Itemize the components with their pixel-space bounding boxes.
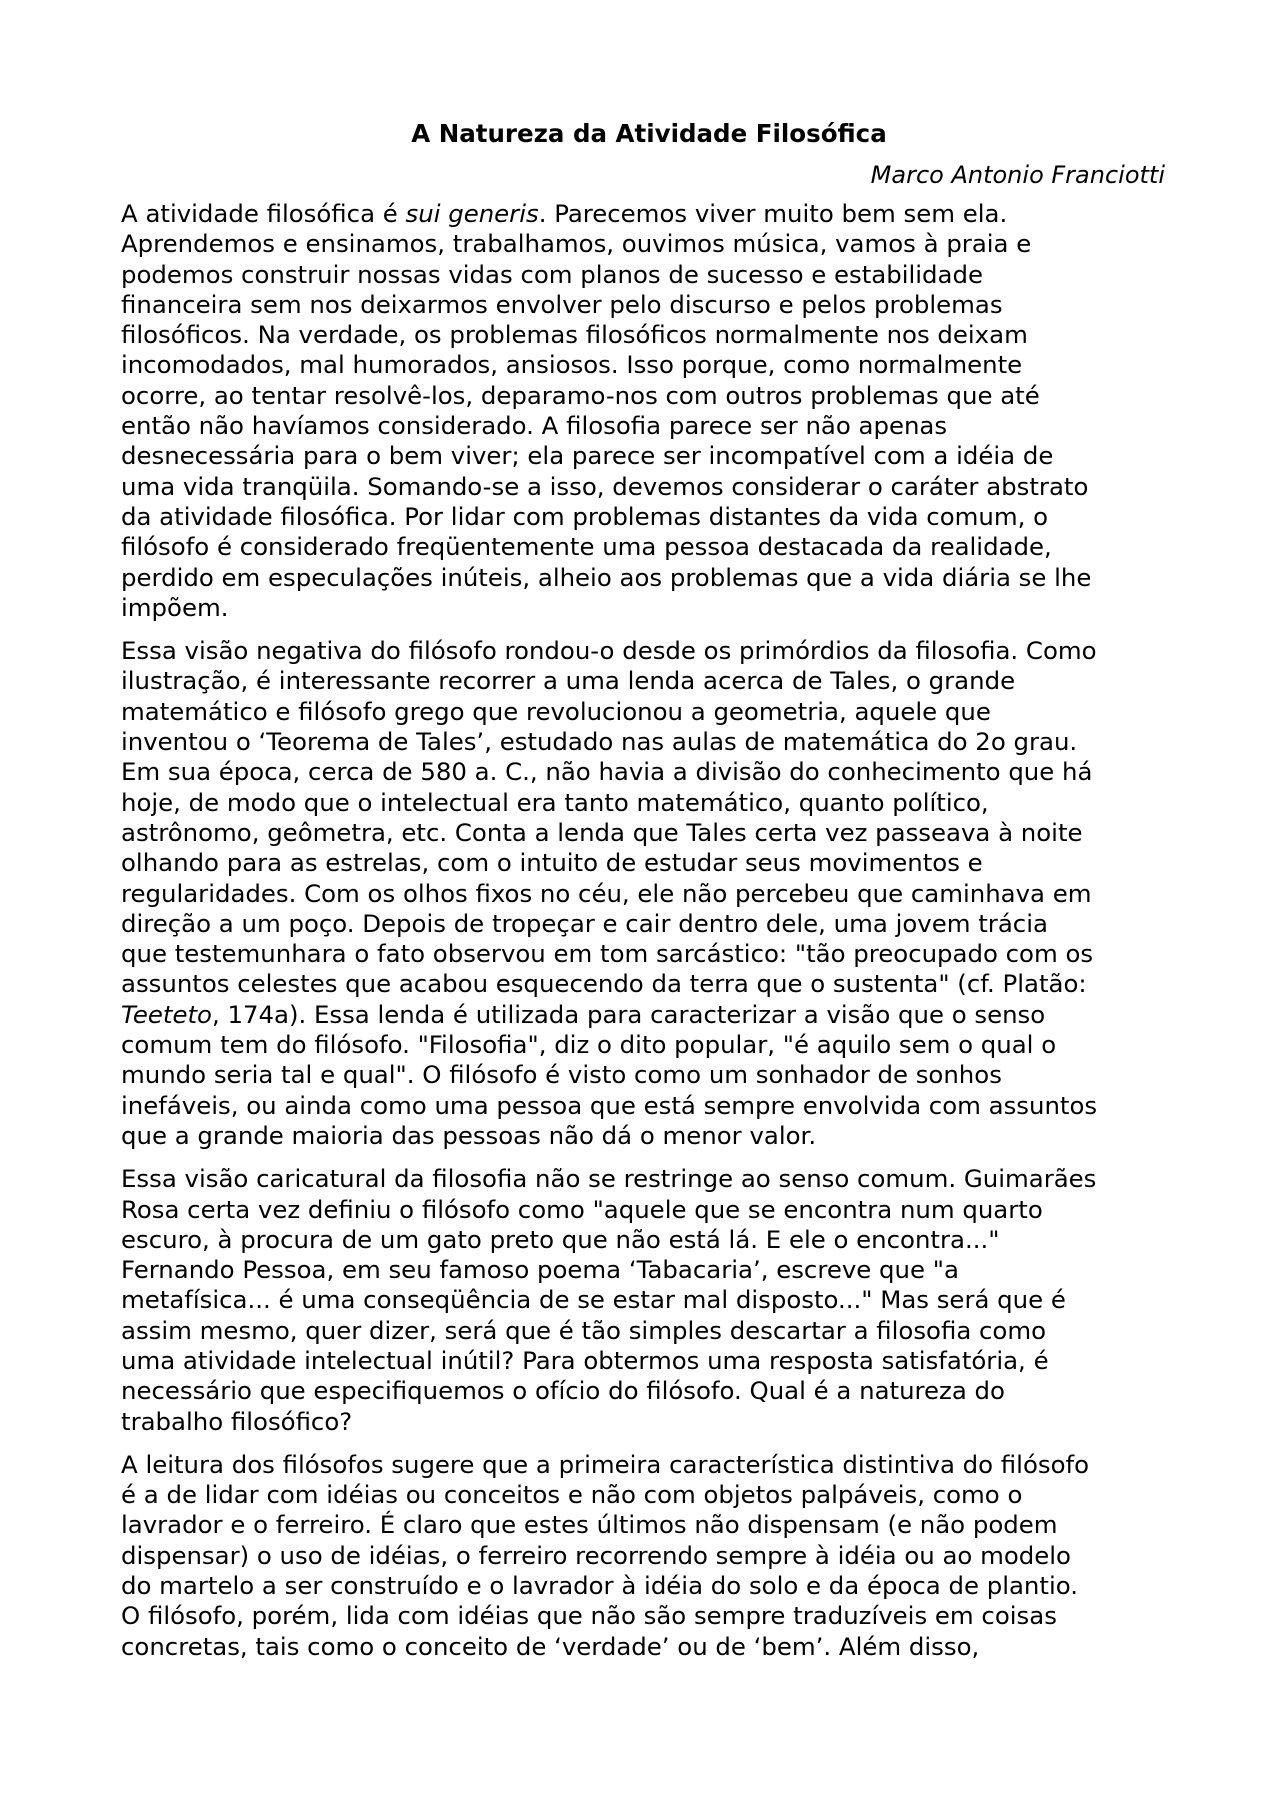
text-run: A leitura dos filósofos sugere que a primeira característica distintiva do filósofo — [121, 1449, 1090, 1479]
text-line — [121, 1121, 1165, 1151]
text-run: que a grande maioria das pessoas não dá o menor valor. — [121, 1120, 817, 1150]
text-line — [121, 472, 1165, 502]
text-line — [121, 1060, 1165, 1090]
text-run: então não havíamos considerado. A filosofia parece ser não apenas — [121, 411, 948, 441]
text-line — [121, 666, 1165, 696]
italic-text: Teeteto — [121, 999, 212, 1029]
text-line — [121, 1571, 1165, 1601]
text-run: que testemunhara o fato observou em tom sarcástico: "tão preocupado com os — [121, 939, 1094, 969]
text-line — [121, 1480, 1165, 1510]
text-line — [121, 1510, 1165, 1540]
text-line — [121, 1407, 1165, 1437]
text-line — [121, 757, 1165, 787]
text-run: perdido em especulações inúteis, alheio aos problemas que a vida diária se lhe — [121, 562, 1092, 592]
text-line — [121, 939, 1165, 969]
text-run: necessário que especifiquemos o ofício do filósofo. Qual é a natureza do — [121, 1376, 1005, 1406]
paragraph — [121, 199, 1165, 623]
text-run: matemático e filósofo grego que revolucionou a geometria, aquele que — [121, 696, 991, 726]
text-line — [121, 532, 1165, 562]
text-line — [121, 593, 1165, 623]
text-line — [121, 1225, 1165, 1255]
text-run: da atividade filosófica. Por lidar com problemas distantes da vida comum, o — [121, 501, 1049, 531]
text-run: inefáveis, ou ainda como uma pessoa que está sempre envolvida com assuntos — [121, 1090, 1098, 1120]
text-run: dispensar) o uso de idéias, o ferreiro recorrendo sempre à idéia ou ao modelo — [121, 1540, 1071, 1570]
text-line — [121, 381, 1165, 411]
text-run: Rosa certa vez definiu o filósofo como "aquele que se encontra num quarto — [121, 1194, 1043, 1224]
text-line — [121, 260, 1165, 290]
document-body — [121, 199, 1165, 1662]
text-run: O filósofo, porém, lida com idéias que não são sempre traduzíveis em coisas — [121, 1601, 1057, 1631]
text-run: assuntos celestes que acabou esquecendo da terra que o sustenta" (cf. Platão: — [121, 969, 1087, 999]
text-line — [121, 909, 1165, 939]
text-line — [121, 1541, 1165, 1571]
text-run: Essa visão caricatural da filosofia não se restringe ao senso comum. Guimarães — [121, 1164, 1097, 1194]
text-line — [121, 320, 1165, 350]
text-line — [121, 969, 1165, 999]
text-run: uma atividade intelectual inútil? Para obtermos uma resposta satisfatória, é — [121, 1345, 1049, 1375]
text-run: metafísica... é uma conseqüência de se estar mal disposto..." Mas será que é — [121, 1285, 1066, 1315]
text-run: é a de lidar com idéias ou conceitos e não com objetos palpáveis, como o — [121, 1480, 1023, 1510]
text-line — [121, 1601, 1165, 1631]
text-run: astrônomo, geômetra, etc. Conta a lenda que Tales certa vez passeava à noite — [121, 817, 1083, 847]
text-line — [121, 1376, 1165, 1406]
text-line — [121, 1316, 1165, 1346]
text-line — [121, 290, 1165, 320]
document-page — [121, 118, 1165, 1675]
text-line — [121, 1450, 1165, 1480]
text-run: lavrador e o ferreiro. É claro que estes últimos não dispensam (e não podem — [121, 1510, 1058, 1540]
text-run: Em sua época, cerca de 580 a. C., não havia a divisão do conhecimento que há — [121, 757, 1093, 787]
paragraph — [121, 1450, 1165, 1662]
text-line — [121, 788, 1165, 818]
text-run: regularidades. Com os olhos fixos no céu, ele não percebeu que caminhava em — [121, 878, 1092, 908]
text-run: do martelo a ser construído e o lavrador à idéia do solo e da época de plantio. — [121, 1571, 1078, 1601]
document-title: A Natureza da Atividade Filosófica — [411, 119, 887, 148]
text-run: filósofo é considerado freqüentemente uma pessoa destacada da realidade, — [121, 532, 1052, 562]
text-run: concretas, tais como o conceito de ‘verdade’ ou de ‘bem’. Além disso, — [121, 1631, 980, 1661]
text-line — [121, 818, 1165, 848]
text-run: podemos construir nossas vidas com planos de sucesso e estabilidade — [121, 259, 983, 289]
text-line — [121, 879, 1165, 909]
text-line — [121, 1000, 1165, 1030]
text-line — [121, 563, 1165, 593]
text-run: financeira sem nos deixarmos envolver pelo discurso e pelos problemas — [121, 289, 1003, 319]
text-line — [121, 1030, 1165, 1060]
document-author: Marco Antonio Franciotti — [870, 161, 1165, 189]
text-line — [121, 697, 1165, 727]
text-run: mundo seria tal e qual". O filósofo é visto como um sonhador de sonhos — [121, 1060, 1002, 1090]
text-run: filosóficos. Na verdade, os problemas filosóficos normalmente nos deixam — [121, 320, 1028, 350]
text-line — [121, 1164, 1165, 1194]
text-run: hoje, de modo que o intelectual era tanto matemático, quanto político, — [121, 787, 989, 817]
text-line — [121, 441, 1165, 471]
text-line — [121, 636, 1165, 666]
text-line — [121, 411, 1165, 441]
italic-text: sui generis — [405, 199, 539, 228]
text-run: Fernando Pessoa, em seu famoso poema ‘Tabacaria’, escreve que "a — [121, 1255, 959, 1285]
text-run: ilustração, é interessante recorrer a uma lenda acerca de Tales, o grande — [121, 666, 1016, 696]
text-run: ocorre, ao tentar resolvê-los, deparamo-nos com outros problemas que até — [121, 380, 1040, 410]
text-line — [121, 1632, 1165, 1662]
text-run: direção a um poço. Depois de tropeçar e cair dentro dele, uma jovem trácia — [121, 908, 1048, 938]
text-run: Aprendemos e ensinamos, trabalhamos, ouvimos música, vamos à praia e — [121, 229, 1032, 259]
text-line — [121, 727, 1165, 757]
paragraph — [121, 1164, 1165, 1437]
text-line — [121, 199, 1165, 229]
text-line — [121, 1285, 1165, 1315]
text-line — [121, 1091, 1165, 1121]
text-line — [121, 229, 1165, 259]
text-line — [121, 502, 1165, 532]
text-line — [121, 1195, 1165, 1225]
text-run: inventou o ‘Teorema de Tales’, estudado nas aulas de matemática do 2o grau. — [121, 727, 1078, 757]
text-run: assim mesmo, quer dizer, será que é tão simples descartar a filosofia como — [121, 1315, 1047, 1345]
text-run: desnecessária para o bem viver; ela parece ser incompatível com a idéia de — [121, 441, 1054, 471]
text-run: comum tem do filósofo. "Filosofia", diz o dito popular, "é aquilo sem o qual o — [121, 1030, 1057, 1060]
text-run: A atividade filosófica é — [121, 199, 406, 228]
text-run: impõem. — [121, 592, 229, 622]
text-run: , 174a). Essa lenda é utilizada para caracterizar a visão que o senso — [211, 999, 1046, 1029]
text-line — [121, 1255, 1165, 1285]
paragraph — [121, 636, 1165, 1151]
text-line — [121, 350, 1165, 380]
text-run: . Parecemos viver muito bem sem ela. — [538, 199, 1008, 228]
text-run: trabalho filosófico? — [121, 1406, 353, 1436]
text-run: uma vida tranqüila. Somando-se a isso, devemos considerar o caráter abstrato — [121, 471, 1089, 501]
text-line — [121, 848, 1165, 878]
text-run: escuro, à procura de um gato preto que não está lá. E ele o encontra..." — [121, 1224, 1000, 1254]
text-run: Essa visão negativa do filósofo rondou-o desde os primórdios da filosofia. Como — [121, 636, 1097, 666]
text-run: olhando para as estrelas, com o intuito de estudar seus movimentos e — [121, 848, 983, 878]
text-run: incomodados, mal humorados, ansiosos. Isso porque, como normalmente — [121, 350, 1023, 380]
text-line — [121, 1346, 1165, 1376]
